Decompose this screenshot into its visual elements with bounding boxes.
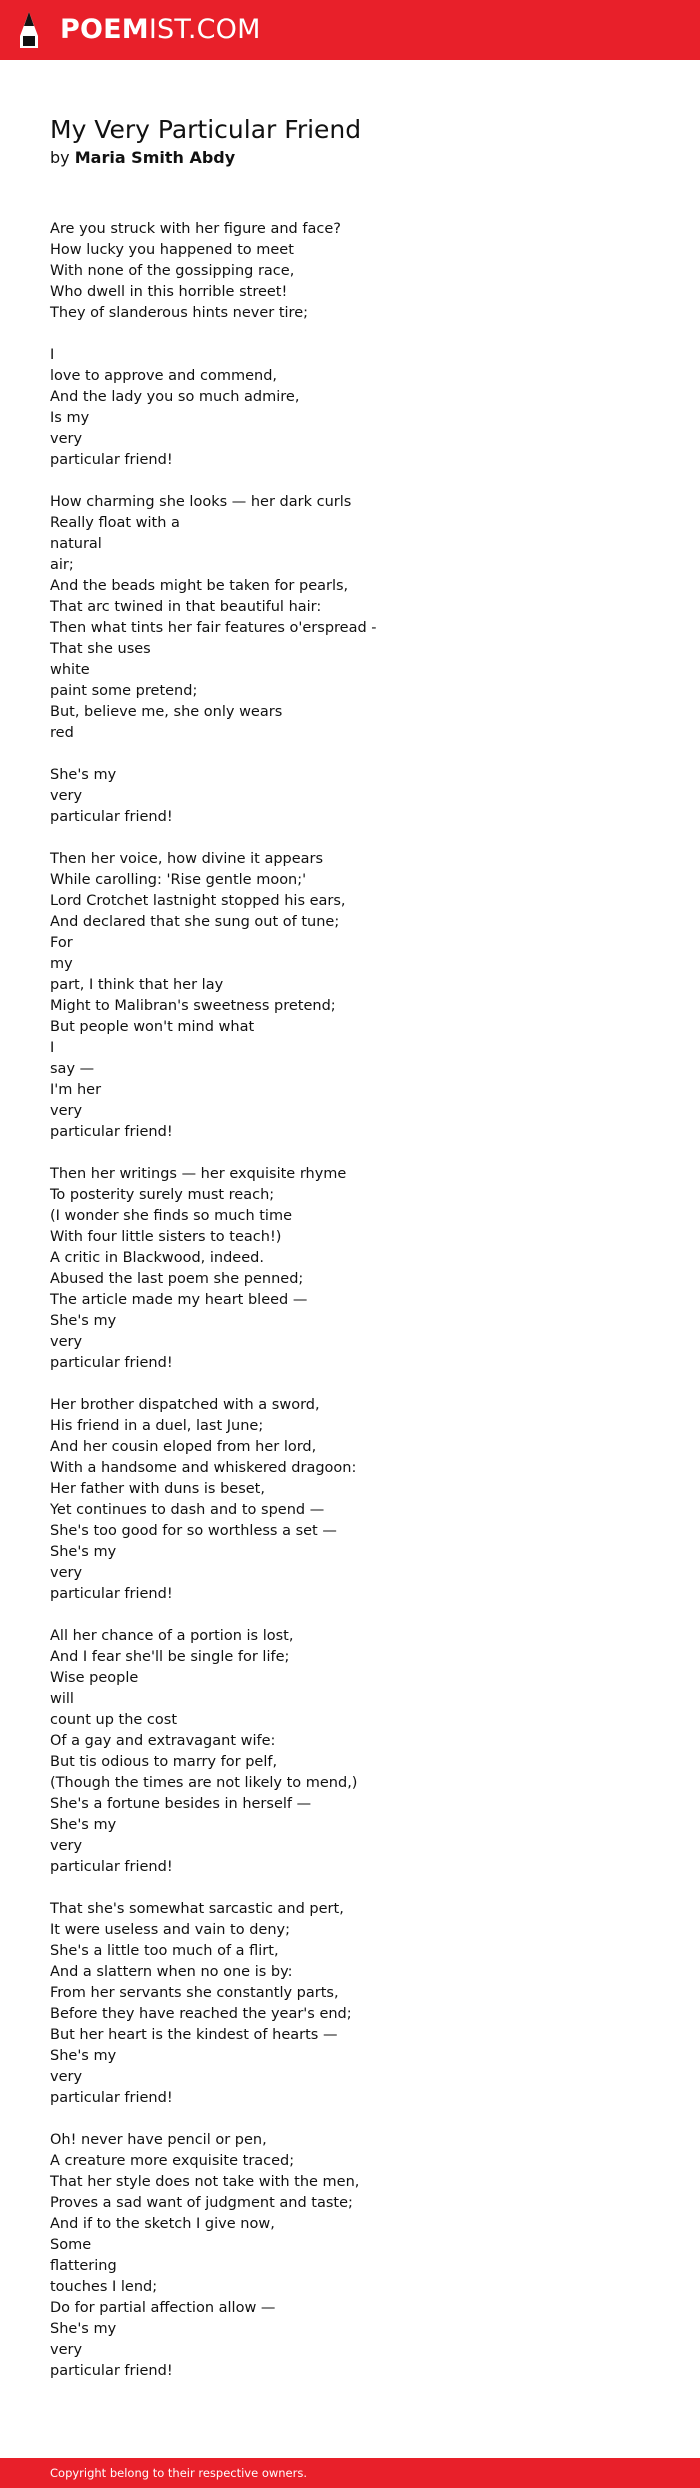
stanza [50,345,650,471]
poem-line: particular friend! [50,1355,173,1371]
poem-line: say — [50,1061,95,1077]
poem-line: Are you struck with her figure and face? [50,221,341,237]
poem-line: That her style does not take with the men, [50,2174,360,2190]
poem-line: I [50,1040,55,1056]
poem-line: And I fear she'll be single for life; [50,1649,290,1665]
poem-line: Might to Malibran's sweetness pretend; [50,998,336,1014]
byline [50,148,235,168]
poem-line: With none of the gossipping race, [50,263,295,279]
poem-line: very [50,2342,83,2358]
poem-line: And if to the sketch I give now, [50,2216,275,2232]
poem-line: And declared that she sung out of tune; [50,914,340,930]
poem-line: Then her writings — her exquisite rhyme [50,1166,347,1182]
poem-line: With a handsome and whiskered dragoon: [50,1460,357,1476]
poem-line: She's my [50,1313,117,1329]
poem-line: touches I lend; [50,2279,158,2295]
poem-line: All her chance of a portion is lost, [50,1628,294,1644]
copyright-text: Copyright belong to their respective owners. [50,2466,308,2480]
poem-line: For [50,935,73,951]
poem-line: That arc twined in that beautiful hair: [50,599,322,615]
poem-line: Do for partial affection allow — [50,2300,276,2316]
poem-line: A creature more exquisite traced; [50,2153,295,2169]
poem-line: That she's somewhat sarcastic and pert, [50,1901,344,1917]
stanza [50,849,650,1143]
poem-line: They of slanderous hints never tire; [50,305,308,321]
poem-line: I [50,347,55,363]
poem-line: particular friend! [50,809,173,825]
poem-line: Really float with a [50,515,180,531]
poem-line: But people won't mind what [50,1019,255,1035]
poem-line: A critic in Blackwood, indeed. [50,1250,264,1266]
stanza [50,1626,650,1878]
poem-line: She's my [50,2048,117,2064]
poem-line: Her brother dispatched with a sword, [50,1397,320,1413]
pencil-logo-icon[interactable] [18,10,40,50]
poem-line: Wise people [50,1670,139,1686]
poem-line: very [50,788,83,804]
site-footer [0,2458,700,2488]
poem-line: natural [50,536,102,552]
poem-line: (Though the times are not likely to mend,) [50,1775,358,1791]
poem-line: particular friend! [50,1586,173,1602]
site-logo[interactable] [60,14,261,46]
poem-line: Who dwell in this horrible street! [50,284,288,300]
stanza [50,1899,650,2109]
poem-line: my [50,956,73,972]
poem-line: She's a little too much of a flirt, [50,1943,279,1959]
poem-line: Her father with duns is beset, [50,1481,265,1497]
poem-line: Then what tints her fair features o'erspread - [50,620,377,636]
poem-line: It were useless and vain to deny; [50,1922,290,1938]
stanza [50,1395,650,1605]
poem-line: And the lady you so much admire, [50,389,300,405]
logo-light-text: IST.COM [148,14,261,45]
poem-line: I'm her [50,1082,102,1098]
poem-line: particular friend! [50,2090,173,2106]
poem-line: very [50,2069,83,2085]
poem-line: very [50,1838,83,1854]
poem-line: very [50,1565,83,1581]
poem-line: Before they have reached the year's end; [50,2006,352,2022]
poem-line: How charming she looks — her dark curls [50,494,352,510]
poem-line: love to approve and commend, [50,368,278,384]
poem-line: While carolling: 'Rise gentle moon;' [50,872,307,888]
poem-line: His friend in a duel, last June; [50,1418,264,1434]
poem-line: very [50,1334,83,1350]
site-header [0,0,700,60]
poem-line: She's my [50,1817,117,1833]
stanza [50,492,650,744]
poem-line: red [50,725,74,741]
poem-line: part, I think that her lay [50,977,224,993]
poem-line: And a slattern when no one is by: [50,1964,293,1980]
stanza [50,1164,650,1374]
stanza [50,2130,650,2382]
poem-line: She's my [50,1544,117,1560]
poem-line: very [50,1103,83,1119]
poem-line: will [50,1691,74,1707]
poem-line: How lucky you happened to meet [50,242,294,258]
poem-line: count up the cost [50,1712,178,1728]
poem-line: But, believe me, she only wears [50,704,283,720]
poem-title: My Very Particular Friend [50,115,362,144]
poem-line: Oh! never have pencil or pen, [50,2132,267,2148]
poem-line: Yet continues to dash and to spend — [50,1502,325,1518]
author-name[interactable]: Maria Smith Abdy [74,148,236,167]
poem-line: white [50,662,90,678]
poem-line: particular friend! [50,452,173,468]
poem-line: But her heart is the kindest of hearts — [50,2027,338,2043]
poem-line: very [50,431,83,447]
poem-line: To posterity surely must reach; [50,1187,275,1203]
poem-line: Lord Crotchet lastnight stopped his ears, [50,893,346,909]
logo-bold-text: POEM [60,14,149,45]
poem-line: air; [50,557,74,573]
poem-line: flattering [50,2258,117,2274]
poem-line: particular friend! [50,2363,173,2379]
poem-line: With four little sisters to teach!) [50,1229,282,1245]
poem-line: Of a gay and extravagant wife: [50,1733,276,1749]
poem-line: But tis odious to marry for pelf, [50,1754,278,1770]
poem-line: Abused the last poem she penned; [50,1271,304,1287]
poem-line: The article made my heart bleed — [50,1292,308,1308]
poem-line: (I wonder she finds so much time [50,1208,293,1224]
stanza [50,765,650,828]
poem-line: She's a fortune besides in herself — [50,1796,312,1812]
poem-line: She's my [50,2321,117,2337]
poem-line: She's my [50,767,117,783]
poem-line: paint some pretend; [50,683,198,699]
stanza [50,219,650,324]
poem-line: Proves a sad want of judgment and taste; [50,2195,353,2211]
poem-line: Is my [50,410,90,426]
by-label: by [50,148,70,167]
poem-line: Some [50,2237,92,2253]
poem-line: From her servants she constantly parts, [50,1985,339,2001]
poem-line: particular friend! [50,1859,173,1875]
poem-line: That she uses [50,641,151,657]
poem-line: And the beads might be taken for pearls, [50,578,349,594]
poem-line: And her cousin eloped from her lord, [50,1439,317,1455]
poem-body [50,219,650,2403]
poem-line: Then her voice, how divine it appears [50,851,324,867]
poem-line: particular friend! [50,1124,173,1140]
poem-line: She's too good for so worthless a set — [50,1523,337,1539]
